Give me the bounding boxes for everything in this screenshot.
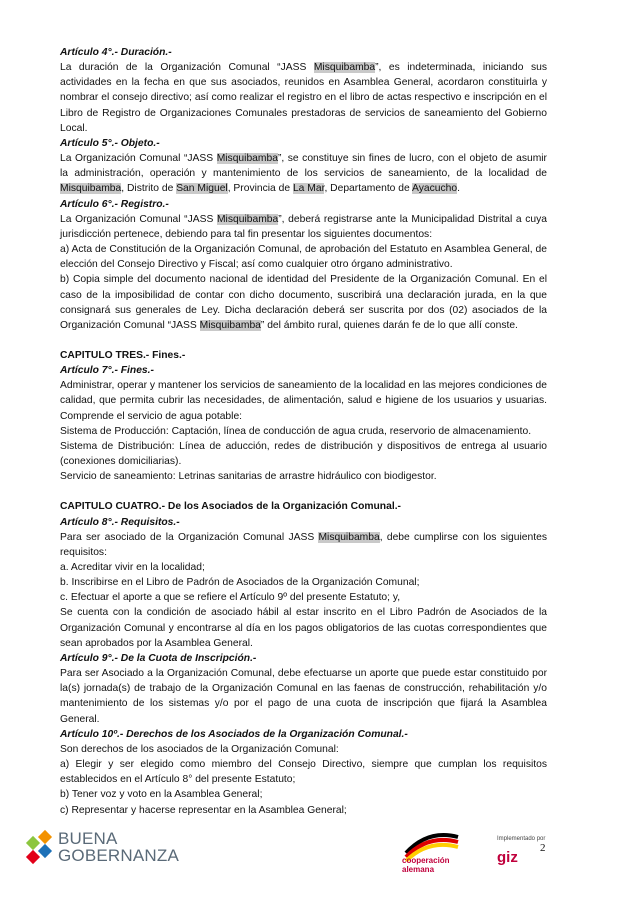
paragraph: Para ser Asociado a la Organización Comunal, debe efectuarse un aporte que puede estar constituido por la(s) jornada(s) de trabajo de la Organización Comunal en las faenas de construcción, rehabilitación y/o mantenimiento de los sistemas y/o por el pago de una cuota de inscripción que fijará la Asamblea General.: [60, 668, 547, 725]
chapter-heading: CAPITULO CUATRO.- De los Asociados de la Organización Comunal.-: [60, 501, 401, 513]
highlighted-term: La Mar: [292, 183, 325, 195]
article-heading: Artículo 5°.- Objeto.-: [60, 137, 160, 149]
article-heading: Artículo 9°.- De la Cuota de Inscripción.-: [60, 652, 257, 664]
article-heading: Artículo 6°.- Registro.-: [60, 198, 169, 210]
cooperacion-alemana-wordmark: [402, 856, 450, 874]
paragraph: b) Tener voz y voto en la Asamblea General;: [60, 789, 263, 801]
giz-logo-icon: giz: [497, 849, 518, 866]
paragraph: c. Efectuar el aporte a que se refiere el Artículo 9º del presente Estatuto; y,: [60, 592, 401, 604]
buena-gobernanza-wordmark: [58, 830, 179, 864]
article-heading: Artículo 10º.- Derechos de los Asociados de la Organización Comunal.-: [60, 728, 408, 740]
paragraph: Sistema de Distribución: Línea de aducción, redes de distribución y dispositivos de entrega al usuario (conexiones domiciliarias).: [60, 440, 547, 468]
highlighted-term: Ayacucho: [412, 183, 458, 195]
paragraph-gap: [60, 333, 547, 348]
coop-line-1: cooperación: [402, 856, 450, 865]
chapter-heading: CAPITULO TRES.- Fines.-: [60, 349, 186, 361]
highlighted-term: Misquibamba: [199, 319, 261, 331]
paragraph: b) Copia simple del documento nacional de identidad del Presidente de la Organización Comunal. En el caso de la imposibilidad de contar con dicho documento, suscribirá una declaración jurada, en la que consignará sus generales de Ley. Dicha declaración deberá ser suscrita por dos (02) asociados de la Organización Comunal “JASS Misquibamba” del ámbito rural, quienes darán fe de lo que allí conste.: [60, 274, 547, 331]
paragraph: a) Acta de Constitución de la Organización Comunal, de aprobación del Estatuto en Asamblea General, de elección del Consejo Directivo y Fiscal; así como cualquier otro órgano administrativo.: [60, 244, 547, 271]
highlighted-term: Misquibamba: [216, 213, 279, 225]
highlighted-term: Misquibamba: [60, 183, 122, 195]
paragraph: a) Elegir y ser elegido como miembro del Consejo Directivo, siempre que cumplan los requisitos establecidos en el Artículo 8° del presente Estatuto;: [60, 759, 547, 786]
highlighted-term: Misquibamba: [313, 62, 376, 74]
paragraph: Se cuenta con la condición de asociado hábil al estar inscrito en el Libro Padrón de Asociados de la Organización Comunal y encontrarse al día en los pagos obligatorios de las cuotas correspondientes que sean aprobados por la Asamblea General.: [60, 607, 547, 649]
paragraph: La Organización Comunal “JASS Misquibamba”, se constituye sin fines de lucro, con el objeto de asumir la administración, operación y mantenimiento de los servicios de saneamiento, de la localidad de Misquibamba, Distrito de San Miguel, Provincia de La Mar, Departamento de Ayacucho.: [60, 153, 547, 195]
paragraph: La Organización Comunal “JASS Misquibamba”, deberá registrarse ante la Municipalidad Distrital a cuya jurisdicción pertenece, debiendo para tal fin presentar los siguientes documentos:: [60, 213, 547, 240]
paragraph: a. Acreditar vivir en la localidad;: [60, 562, 205, 573]
paragraph: c) Representar y hacerse representar en la Asamblea General;: [60, 804, 347, 816]
paragraph: Sistema de Producción: Captación, línea de conducción de agua cruda, reservorio de almacenamiento.: [60, 425, 532, 437]
logo-line-2: GOBERNANZA: [58, 846, 180, 865]
giz-implemented-by: Implementado por: [497, 836, 546, 842]
paragraph: b. Inscribirse en el Libro de Padrón de Asociados de la Organización Comunal;: [60, 577, 420, 589]
paragraph: Administrar, operar y mantener los servicios de saneamiento de la localidad en las mejores condiciones de calidad, que permita cubrir las necesidades, de alimentación, salud e higiene de los usuarios y usuarias. Comprende el servicio de agua potable:: [60, 380, 547, 422]
paragraph: Servicio de saneamiento: Letrinas sanitarias de arrastre hidráulico con biodigestor.: [60, 471, 437, 483]
logo-line-1: BUENA: [58, 829, 118, 848]
article-heading: Artículo 4°.- Duración.-: [60, 47, 172, 58]
paragraph: Son derechos de los asociados de la Organización Comunal:: [60, 743, 339, 755]
coop-line-2: alemana: [402, 865, 435, 874]
article-heading: Artículo 8°.- Requisitos.-: [60, 516, 180, 528]
highlighted-term: Misquibamba: [216, 153, 278, 165]
highlighted-term: Misquibamba: [318, 531, 380, 543]
highlighted-term: San Miguel: [176, 183, 228, 195]
paragraph: La duración de la Organización Comunal “JASS Misquibamba”, es indeterminada, iniciando sus actividades en la fecha en que sus asociados, reunidos en Asamblea General, acordaron constituirla y nombrar el consejo directivo; así como realizar el registro en el libro de actas respectivo e inscripción en el Libro de Registro de Organizaciones Comunales prestadoras de servicios de saneamiento del Gobierno Local.: [60, 62, 547, 134]
paragraph-gap: [60, 484, 547, 499]
document-body: [60, 45, 547, 818]
paragraph: Para ser asociado de la Organización Comunal JASS Misquibamba, debe cumplirse con los siguientes requisitos:: [60, 531, 547, 558]
page-number: 2: [540, 842, 546, 854]
article-heading: Artículo 7°.- Fines.-: [60, 365, 154, 377]
